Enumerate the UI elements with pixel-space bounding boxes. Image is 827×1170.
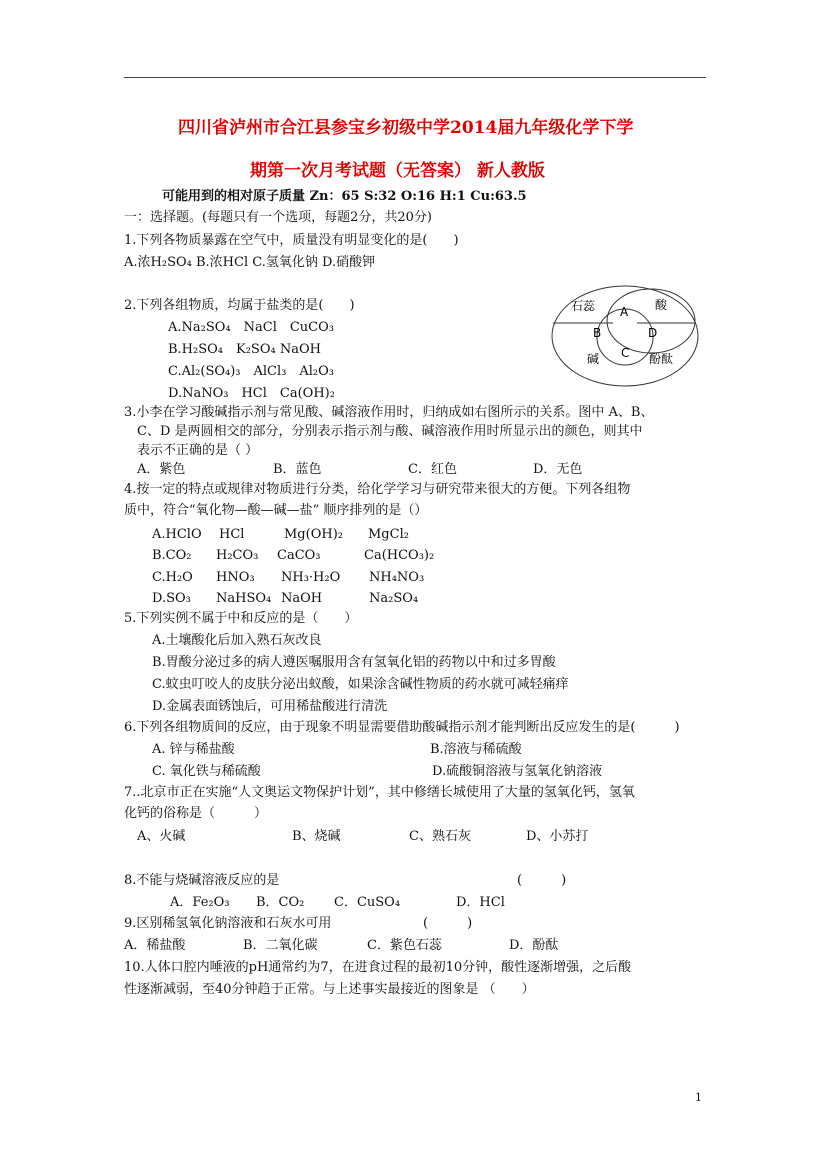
q4-option-a-1: A.HClO bbox=[152, 527, 202, 542]
q4-option-a-3: Mg(OH)₂ bbox=[284, 527, 343, 542]
q8-option-c: C．CuSO₄ bbox=[334, 895, 401, 910]
section-heading: 一：选择题。(每题只有一个选项，每题2分，共20分) bbox=[124, 210, 432, 225]
q7-option-a: A、火碱 bbox=[137, 829, 186, 844]
q9-stem: 9.区别稀氢氧化钠溶液和石灰水可用 bbox=[124, 916, 332, 931]
q5-option-a: A.土壤酸化后加入熟石灰改良 bbox=[152, 633, 322, 648]
atomic-mass-note: 可能用到的相对原子质量 Zn：65 S:32 O:16 H:1 Cu:63.5 bbox=[162, 189, 527, 204]
q3-line-1: 3.小李在学习酸碱指示剂与常见酸、碱溶液作用时，归纳成如右图所示的关系。图中 A、B、 bbox=[124, 405, 654, 420]
q3-line-2: C、D 是两圆相交的部分，分别表示指示剂与酸、碱溶液作用时所显示出的颜色，则其中 bbox=[137, 424, 643, 439]
q4-option-c-3: NH₃·H₂O bbox=[281, 570, 341, 585]
q10-line-2: 性逐渐减弱，至40分钟趋于正常。与上述事实最接近的图象是 （ ） bbox=[124, 982, 535, 997]
q9-option-a: A．稀盐酸 bbox=[124, 938, 186, 953]
q2-option-b: B.H₂SO₄ K₂SO₄ NaOH bbox=[168, 342, 321, 357]
q4-option-c-4: NH₄NO₃ bbox=[369, 570, 425, 585]
q4-option-c-2: HNO₃ bbox=[216, 570, 255, 585]
q4-option-d-3: NaOH bbox=[281, 591, 323, 606]
q5-option-b: B.胃酸分泌过多的病人遵医嘱服用含有氢氧化铝的药物以中和过多胃酸 bbox=[152, 655, 556, 670]
q10-line-1: 10.人体口腔内唾液的pH通常约为7，在进食过程的最初10分钟，酸性逐渐增强，之后酸 bbox=[124, 960, 632, 975]
q1-options: A.浓H₂SO₄ B.浓HCl C.氢氧化钠 D.硝酸钾 bbox=[124, 255, 376, 270]
q6-option-d: D.硫酸铜溶液与氢氧化钠溶液 bbox=[432, 764, 603, 779]
header-rule bbox=[124, 77, 706, 78]
q6-stem: 6.下列各组物质间的反应，由于现象不明显需要借助酸碱指示剂才能判断出反应发生的是( ) bbox=[124, 720, 680, 735]
q3-option-a: A．紫色 bbox=[137, 462, 186, 477]
indicator-venn-diagram bbox=[549, 283, 701, 389]
q4-option-b-1: B.CO₂ bbox=[152, 548, 192, 563]
q3-option-b: B．蓝色 bbox=[273, 462, 322, 477]
label-litmus: 石蕊 bbox=[571, 299, 596, 313]
q9-option-c: C．紫色石蕊 bbox=[367, 938, 442, 953]
q4-option-d-2: NaHSO₄ bbox=[216, 591, 272, 606]
q6-option-b: B.溶液与稀硫酸 bbox=[430, 742, 522, 757]
q3-line-3: 表示不正确的是（ ） bbox=[137, 443, 259, 458]
page-number: 1 bbox=[695, 1091, 702, 1104]
label-d: D bbox=[648, 326, 658, 340]
q2-option-c: C.Al₂(SO₄)₃ AlCl₃ Al₂O₃ bbox=[168, 364, 334, 379]
label-acid: 酸 bbox=[655, 298, 668, 312]
q1-stem: 1.下列各物质暴露在空气中，质量没有明显变化的是( ) bbox=[124, 233, 459, 248]
q8-answer-paren: ( ) bbox=[517, 873, 567, 888]
q4-option-a-2: HCl bbox=[219, 527, 245, 542]
label-base: 碱 bbox=[587, 352, 600, 366]
title-line-2: 期第一次月考试题（无答案） 新人教版 bbox=[250, 161, 545, 181]
q9-option-b: B．二氧化碳 bbox=[243, 938, 318, 953]
title-line-1: 四川省泸州市合江县参宝乡初级中学2014届九年级化学下学 bbox=[178, 118, 634, 138]
q3-option-c: C．红色 bbox=[408, 462, 457, 477]
q8-stem: 8.不能与烧碱溶液反应的是 bbox=[124, 873, 280, 888]
q3-option-d: D．无色 bbox=[533, 462, 583, 477]
label-a: A bbox=[620, 305, 629, 319]
acid-circle bbox=[607, 289, 695, 353]
q2-stem: 2.下列各组物质，均属于盐类的是( ) bbox=[124, 298, 355, 313]
q8-option-b: B．CO₂ bbox=[256, 895, 305, 910]
q7-line-2: 化钙的俗称是（ ） bbox=[124, 806, 268, 821]
q2-option-d: D.NaNO₃ HCl Ca(OH)₂ bbox=[168, 386, 335, 401]
q4-option-a-4: MgCl₂ bbox=[368, 527, 409, 542]
label-b: B bbox=[593, 326, 602, 340]
q2-option-a: A.Na₂SO₄ NaCl CuCO₃ bbox=[168, 320, 334, 335]
q8-option-d: D．HCl bbox=[456, 895, 505, 910]
q7-line-1: 7..北京市正在实施“人文奥运文物保护计划”，其中修缮长城使用了大量的氢氧化钙，氢氧 bbox=[124, 785, 635, 800]
q5-option-d: D.金属表面锈蚀后，可用稀盐酸进行清洗 bbox=[152, 699, 388, 714]
q4-option-b-4: Ca(HCO₃)₂ bbox=[364, 548, 435, 563]
q4-line-2: 质中，符合“氧化物—酸—碱—盐” 顺序排列的是（） bbox=[124, 503, 428, 518]
q8-option-a: A．Fe₂O₃ bbox=[170, 895, 230, 910]
q4-option-c-1: C.H₂O bbox=[152, 570, 193, 585]
q9-answer-paren: ( ) bbox=[423, 916, 473, 931]
q6-option-c: C. 氧化铁与稀硫酸 bbox=[152, 764, 261, 779]
q7-option-d: D、小苏打 bbox=[526, 829, 589, 844]
q7-option-b: B、烧碱 bbox=[292, 829, 341, 844]
q9-option-d: D．酚酞 bbox=[509, 938, 559, 953]
q4-option-d-4: Na₂SO₄ bbox=[369, 591, 419, 606]
label-phenolphthalein: 酚酞 bbox=[649, 352, 674, 366]
q4-line-1: 4.按一定的特点或规律对物质进行分类，给化学学习与研究带来很大的方便。下列各组物 bbox=[124, 482, 631, 497]
q4-option-d-1: D.SO₃ bbox=[152, 591, 191, 606]
q6-option-a: A. 锌与稀盐酸 bbox=[152, 742, 235, 757]
q4-option-b-3: CaCO₃ bbox=[277, 548, 321, 563]
q5-stem: 5.下列实例不属于中和反应的是（ ） bbox=[124, 611, 358, 626]
label-c: C bbox=[621, 346, 630, 360]
q4-option-b-2: H₂CO₃ bbox=[216, 548, 259, 563]
q5-option-c: C.蚊虫叮咬人的皮肤分泌出蚁酸，如果涂含碱性物质的药水就可减轻痛痒 bbox=[152, 677, 569, 692]
q7-option-c: C、熟石灰 bbox=[409, 829, 471, 844]
